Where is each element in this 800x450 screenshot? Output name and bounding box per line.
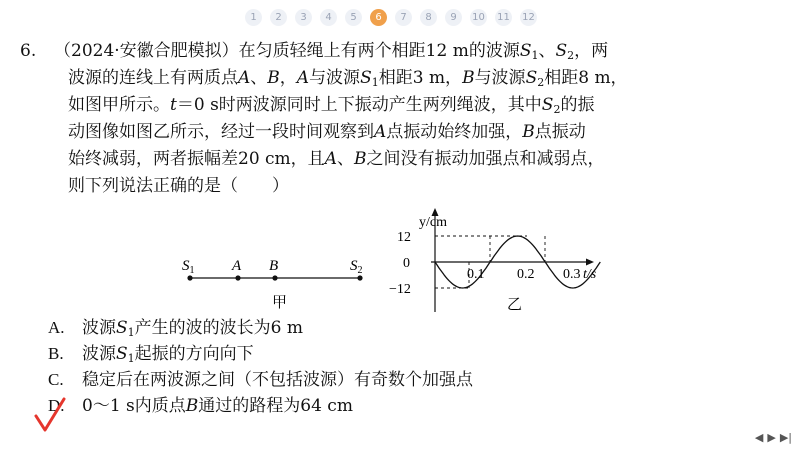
question-line-5: 始终减弱，两者振幅差20 cm，且A、B之间没有振动加强点和减弱点， xyxy=(68,149,605,169)
y-tick-0: 0 xyxy=(403,256,410,271)
prev-arrow-icon[interactable]: ◀ xyxy=(754,431,764,444)
point-s2 xyxy=(357,275,362,280)
option-a[interactable]: A. 波源$S_1$产生的波的波长为6 m xyxy=(48,318,303,339)
question-line-3: 如图甲所示。t＝0 s时两波源同时上下振动产生两列绳波，其中$S_2$的振 xyxy=(68,95,595,116)
page-button-5[interactable]: 5 xyxy=(345,9,362,26)
option-d[interactable]: D. 0～1 s内质点B通过的路程为64 cm xyxy=(48,396,353,416)
page-button-6-current[interactable]: 6 xyxy=(370,9,387,26)
question-line-4: 动图像如图乙所示，经过一段时间观察到A点振动始终加强，B点振动 xyxy=(68,122,586,142)
question-number: 6. xyxy=(20,41,37,61)
x-tick-0.3: 0.3 xyxy=(563,267,581,282)
point-b xyxy=(272,275,277,280)
label-s1: $S_1$ xyxy=(182,258,195,276)
question-line-2: 波源的连线上有两质点A、B，A与波源$S_1$相距3 m，B与波源$S_2$相距8 m， xyxy=(68,68,628,89)
option-b[interactable]: B. 波源$S_1$起振的方向向下 xyxy=(48,344,254,365)
page-button-8[interactable]: 8 xyxy=(420,9,437,26)
x-tick-0.1: 0.1 xyxy=(467,267,485,282)
page-button-10[interactable]: 10 xyxy=(470,9,487,26)
question-line-6: 则下列说法正确的是（ ） xyxy=(68,176,289,196)
page-button-11[interactable]: 11 xyxy=(495,9,512,26)
label-s2: $S_2$ xyxy=(350,258,363,276)
y-axis-label: y/cm xyxy=(419,215,447,230)
x-tick-0.2: 0.2 xyxy=(517,267,535,282)
figure-jia-rope-diagram xyxy=(178,254,378,314)
option-c[interactable]: C. 稳定后在两波源之间（不包括波源）有奇数个加强点 xyxy=(48,370,473,390)
point-s1 xyxy=(187,275,192,280)
page-button-9[interactable]: 9 xyxy=(445,9,462,26)
figure-yi-vibration-graph xyxy=(375,206,615,316)
answer-options xyxy=(48,315,473,419)
last-page-icon[interactable]: ▶| xyxy=(779,431,792,444)
caption-yi: 乙 xyxy=(507,295,523,313)
x-axis-label: t/s xyxy=(583,267,597,282)
next-arrow-icon[interactable]: ▶ xyxy=(767,431,776,444)
x-axis-arrow xyxy=(586,259,594,266)
red-check-icon xyxy=(30,396,70,436)
slide-navigation xyxy=(755,431,792,444)
page-button-12[interactable]: 12 xyxy=(520,9,537,26)
page-navigation xyxy=(245,6,555,28)
page-button-7[interactable]: 7 xyxy=(395,9,412,26)
page-button-3[interactable]: 3 xyxy=(295,9,312,26)
y-tick-neg12: −12 xyxy=(389,282,411,297)
page-button-1[interactable]: 1 xyxy=(245,9,262,26)
point-a xyxy=(235,275,240,280)
page-button-2[interactable]: 2 xyxy=(270,9,287,26)
y-tick-12: 12 xyxy=(397,230,411,245)
label-a: A xyxy=(232,258,242,274)
page-button-4[interactable]: 4 xyxy=(320,9,337,26)
question-stem xyxy=(20,38,790,200)
label-b: B xyxy=(269,258,279,274)
caption-jia: 甲 xyxy=(272,293,288,311)
question-line-1: 6. （2024·安徽合肥模拟）在匀质轻绳上有两个相距12 m的波源$S_1$、$S_2$，两 xyxy=(20,38,790,65)
